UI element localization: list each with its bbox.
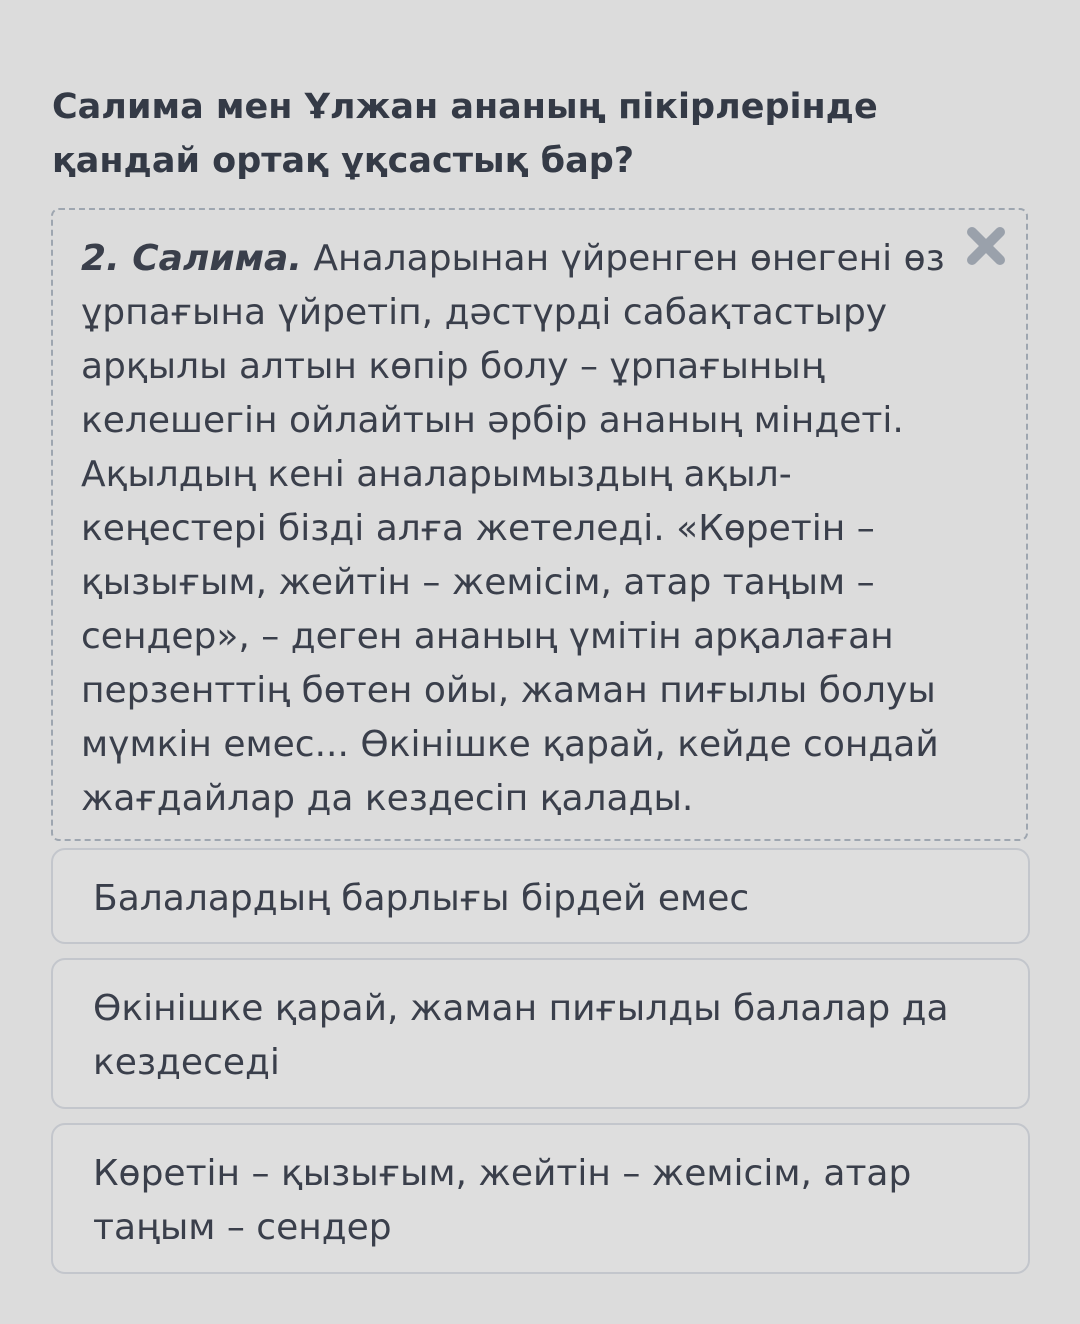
answer-option[interactable] bbox=[51, 1123, 1030, 1274]
question-title: Салима мен Ұлжан ананың пікірлерінде қандай ортақ ұқсастық бар? bbox=[52, 87, 878, 181]
answer-option-label: Көретін – қызығым, жейтін – жемісім, атар таңым – сендер bbox=[93, 1153, 912, 1248]
answer-option[interactable] bbox=[51, 958, 1030, 1109]
answer-option[interactable] bbox=[51, 848, 1030, 944]
passage-label: 2. Салима. bbox=[81, 238, 302, 279]
answer-option-label: Өкінішке қарай, жаман пиғылды балалар да кездеседі bbox=[93, 988, 949, 1083]
answer-option-label: Балалардың барлығы бірдей емес bbox=[93, 878, 750, 919]
passage-body: Аналарынан үйренген өнегені өз ұрпағына үйретіп, дәстүрді сабақтастыру арқылы алтын көпір болу – ұрпағының келешегін ойлайтын әрбір ананың міндеті. Ақылдың кені аналарымыздың ақыл-кеңестері бізді алға жетеледі. «Көретін – қызығым, жейтін – жемісім, атар таңым – сендер», – деген ананың үмітін арқалаған перзенттің бөтен ойы, жаман пиғылы болуы мүмкін емес... Өкінішке қарай, кейде сондай жағдайлар да кездесіп қалады. bbox=[81, 238, 945, 819]
passage-text bbox=[81, 232, 961, 826]
answer-drop-zone[interactable] bbox=[51, 208, 1028, 841]
close-icon bbox=[964, 224, 1008, 268]
remove-answer-button[interactable] bbox=[964, 224, 1008, 268]
